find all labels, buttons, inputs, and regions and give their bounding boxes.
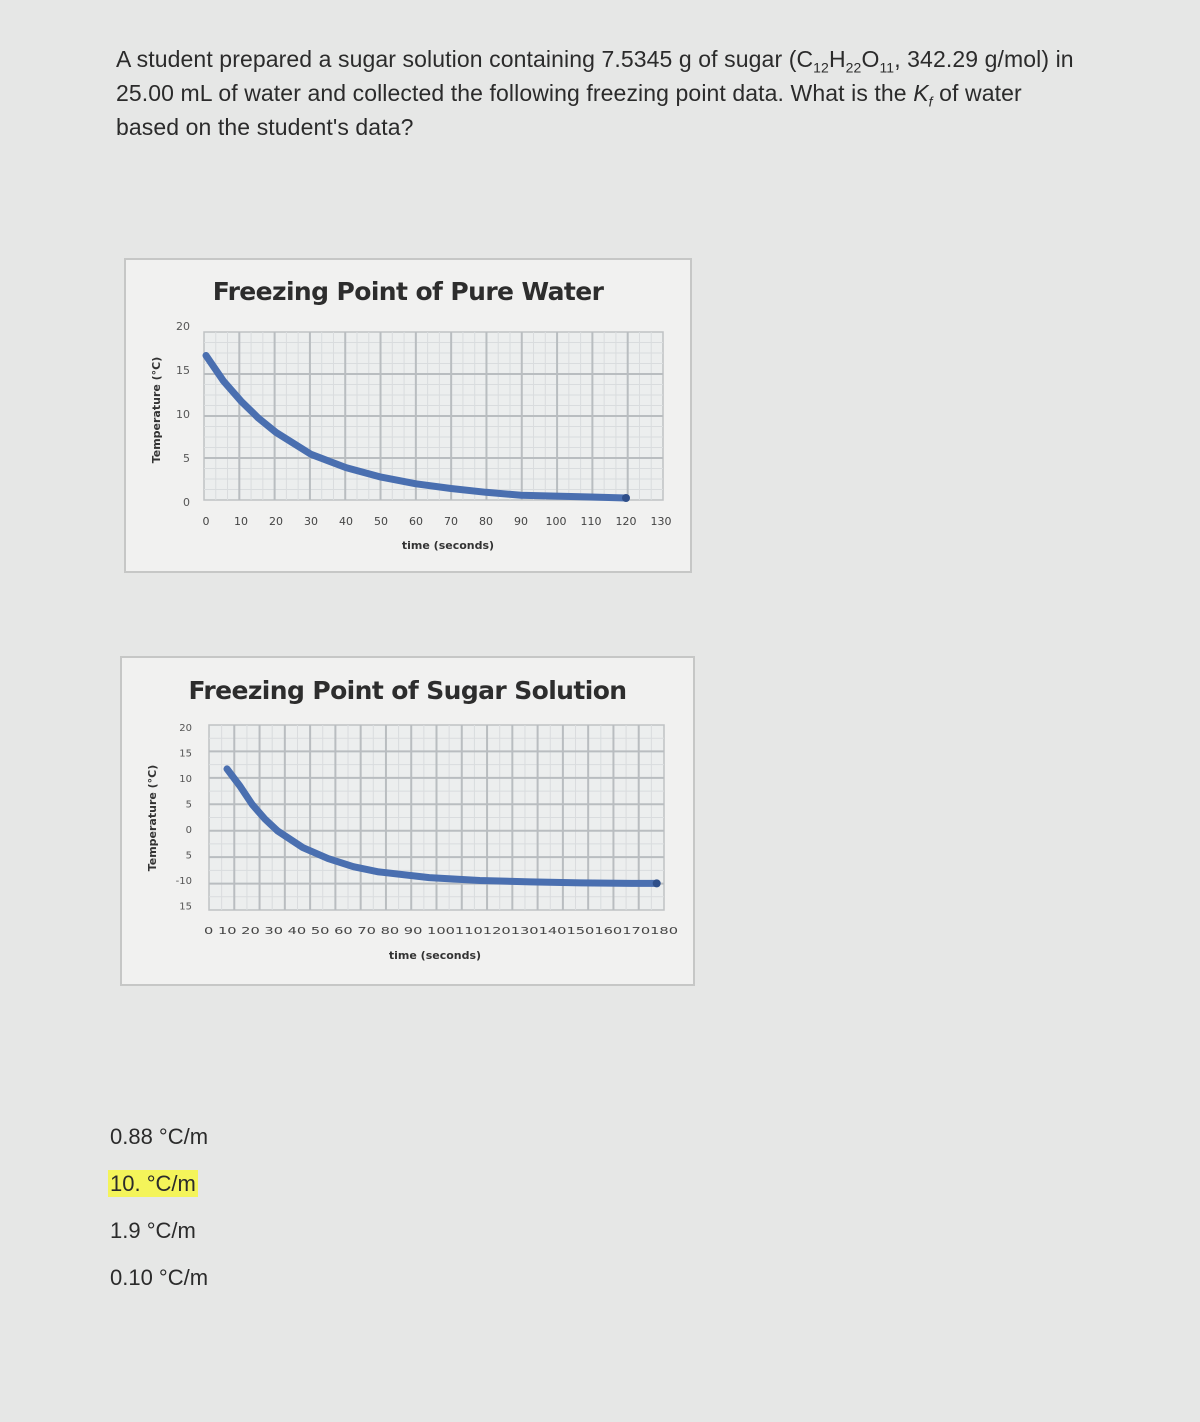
kf-letter: K (913, 80, 929, 106)
x-tick-label: 90 (514, 515, 528, 528)
chart-title: Freezing Point of Sugar Solution (188, 676, 627, 705)
y-tick-label: 10 (176, 408, 190, 421)
x-tick-label: 70 (444, 515, 458, 528)
pure-water-chart (124, 258, 692, 573)
subscript: 22 (845, 59, 862, 76)
question-part: A student prepared a sugar solution containing 7.5345 g of sugar (C (116, 46, 814, 72)
y-tick-label: 15 (176, 364, 190, 377)
x-tick-label: 80 (479, 515, 493, 528)
x-axis-label: time (seconds) (388, 949, 482, 962)
choice-option[interactable] (108, 1169, 210, 1199)
y-tick-label: 5 (183, 452, 190, 465)
data-point (622, 494, 630, 502)
pure-water-chart-svg (126, 260, 694, 575)
choice-option[interactable] (108, 1216, 210, 1246)
question-text (116, 42, 1076, 144)
subscript: 12 (813, 59, 829, 76)
x-tick-label: 30 (304, 515, 318, 528)
choice-label: 0.88 °C/m (110, 1124, 209, 1149)
x-tick-label: 0 (202, 515, 210, 528)
sugar-solution-chart-svg (122, 658, 697, 988)
y-axis-label: Temperature (°C) (150, 356, 163, 464)
chart-title: Freezing Point of Pure Water (212, 277, 604, 306)
y-tick-label: 15 (179, 901, 192, 913)
y-tick-label: 10 (179, 774, 192, 785)
y-tick-label: 5 (185, 850, 192, 862)
y-tick-label: 0 (183, 496, 190, 509)
kf-symbol (913, 80, 933, 110)
x-tick-label: 110 (580, 515, 602, 528)
subscript: 11 (879, 59, 895, 76)
y-tick-label: 5 (185, 799, 192, 811)
question-part: H (828, 46, 846, 72)
choice-option[interactable] (108, 1122, 210, 1152)
x-tick-label: 60 (409, 515, 423, 528)
x-tick-label: 100 (545, 515, 567, 528)
x-tick-label: 0 10 20 30 40 50 60 70 80 90 100110120130140150160170180 (204, 926, 678, 937)
x-axis-label: time (seconds) (401, 539, 495, 552)
y-axis-label: Temperature (°C) (146, 764, 159, 872)
answer-choices (108, 1122, 210, 1310)
sugar-solution-chart (120, 656, 695, 986)
question-part: , 342.29 g/mol) in 25.00 mL of water and collected the following freezing point data. What is the (116, 46, 1074, 106)
question-part: of water based on the student's data? (116, 80, 1022, 140)
y-tick-label: 20 (179, 723, 192, 734)
y-tick-label: 0 (185, 825, 192, 836)
question-part: O (861, 46, 880, 72)
choice-label: 10. °C/m (110, 1171, 196, 1196)
choice-label: 0.10 °C/m (110, 1265, 209, 1290)
y-tick-label: 20 (176, 320, 190, 333)
y-tick-label: -10 (175, 876, 192, 887)
x-tick-label: 20 (269, 515, 283, 528)
x-tick-label: 40 (339, 515, 353, 528)
subscript: f (928, 93, 933, 110)
choice-label: 1.9 °C/m (110, 1218, 196, 1243)
x-tick-label: 10 (234, 515, 248, 528)
x-tick-label: 50 (374, 515, 388, 528)
x-tick-label: 120 (615, 515, 637, 528)
choice-option[interactable] (108, 1263, 210, 1293)
x-tick-label: 130 (650, 515, 672, 528)
y-tick-label: 15 (179, 748, 192, 760)
data-point (653, 879, 661, 887)
